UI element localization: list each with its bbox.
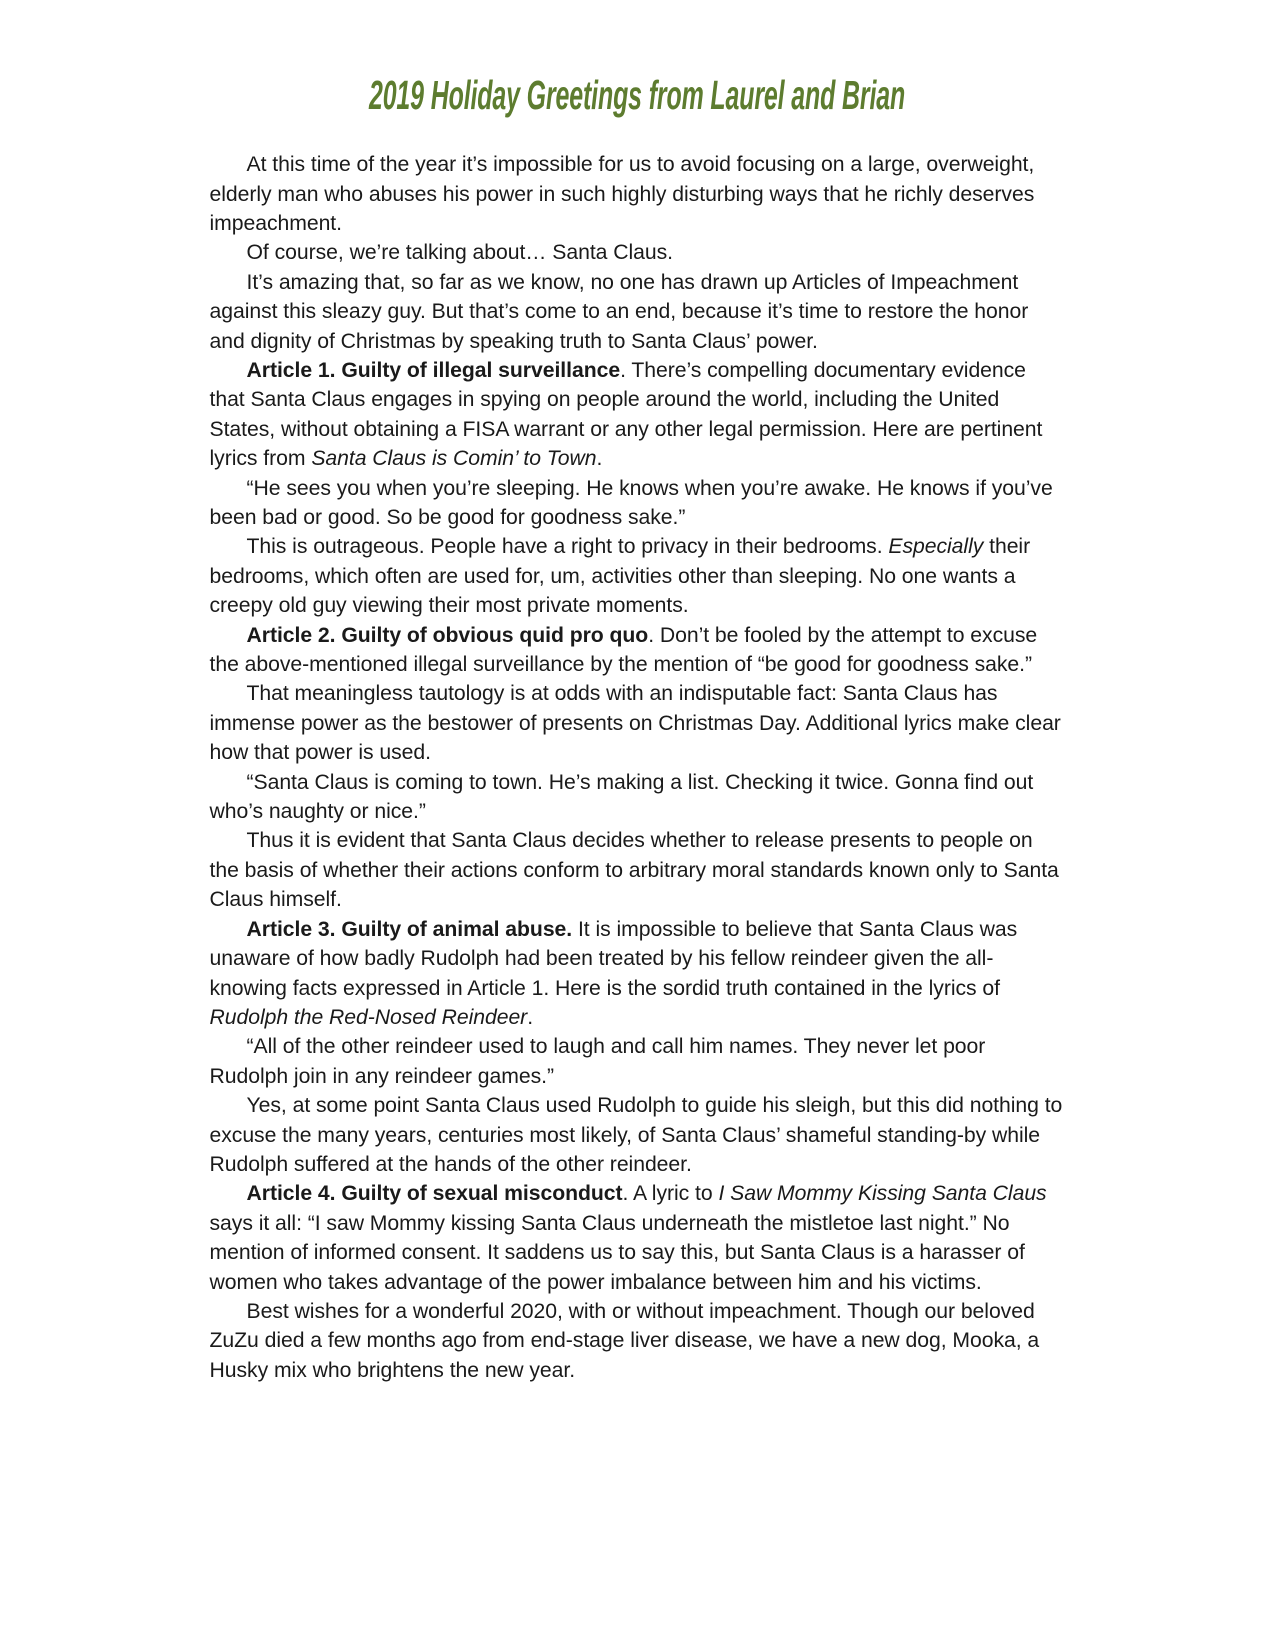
- paragraph-p4-article-1: [210, 356, 1066, 474]
- body-text: “He sees you when you’re sleeping. He knows when you’re awake. He knows if you’ve been bad or good. So be good for goodness sake.”: [209, 476, 1053, 530]
- body-text: This is outrageous. People have a right to privacy in their bedrooms.: [246, 535, 889, 559]
- article-heading: Article 1. Guilty of illegal surveillance: [246, 358, 621, 382]
- paragraph-p3-amazing: [210, 268, 1066, 356]
- emphasis-text: I Saw Mommy Kissing Santa Claus: [718, 1182, 1047, 1206]
- paragraph-p6-outrageous: [210, 532, 1066, 620]
- paragraph-p13-sleigh: [210, 1091, 1066, 1179]
- paragraph-p8-tautology: [210, 679, 1066, 767]
- article-heading: Article 2. Guilty of obvious quid pro quo: [246, 623, 649, 647]
- paragraph-p9-lyric-coming-to-town: [210, 768, 1066, 827]
- body-text: “Santa Claus is coming to town. He’s making a list. Checking it twice. Gonna find out who’s naughty or nice.”: [209, 770, 1034, 824]
- body-text: Of course, we’re talking about… Santa Claus.: [246, 241, 673, 265]
- emphasis-text: Especially: [888, 535, 984, 559]
- body-text: .: [596, 447, 603, 471]
- body-text: .: [527, 1005, 534, 1029]
- body-text: That meaningless tautology is at odds with an indisputable fact: Santa Claus has immense power as the bestower of presents on Christmas Day. Additional lyrics make clear how that power is used.: [209, 682, 1061, 765]
- emphasis-text: Santa Claus is Comin’ to Town: [311, 447, 597, 471]
- body-text: Best wishes for a wonderful 2020, with or without impeachment. Though our beloved ZuZu died a few months ago from end-stage liver disease, we have a new dog, Mooka, a Husky mix who brightens the new year.: [209, 1299, 1040, 1382]
- paragraph-p12-lyric-rudolph: [210, 1032, 1066, 1091]
- body-text: . A lyric to: [622, 1182, 719, 1206]
- paragraph-p7-article-2: [210, 621, 1066, 680]
- body-text: their bedrooms, which often are used for, um, activities other than sleeping. No one wants a creepy old guy viewing their most private moments.: [209, 535, 1031, 618]
- article-heading: Article 4. Guilty of sexual misconduct: [246, 1182, 623, 1206]
- body-text: “All of the other reindeer used to laugh and call him names. They never let poor Rudolph join in any reindeer games.”: [209, 1035, 986, 1088]
- body-text: It’s amazing that, so far as we know, no one has drawn up Articles of Impeachment against this sleazy guy. But that’s come to an end, because it’s time to restore the honor and dignity of Christmas by speaking truth to Santa Claus’ power.: [209, 270, 1029, 353]
- paragraph-p15-best-wishes: [210, 1297, 1066, 1385]
- paragraph-p11-article-3: [210, 915, 1066, 1033]
- page-title: 2019 Holiday Greetings from Laurel and Brian: [369, 72, 906, 118]
- article-heading: Article 3. Guilty of animal abuse.: [246, 917, 573, 941]
- paragraph-p5-lyric-sees-you: [210, 474, 1066, 533]
- body-text: It is impossible to believe that Santa Claus was unaware of how badly Rudolph had been treated by his fellow reindeer given the all-knowing facts expressed in Article 1. Here is the sordid truth contained in the lyrics of: [209, 917, 1018, 1000]
- paragraph-p14-article-4: [210, 1179, 1066, 1297]
- body-text: At this time of the year it’s impossible for us to avoid focusing on a large, overweight, elderly man who abuses his power in such highly disturbing ways that he richly deserves impeachment.: [209, 153, 1035, 235]
- letter-body: [210, 119, 1066, 1385]
- body-text: . Don’t be fooled by the attempt to excuse the above-mentioned illegal surveillance by the mention of “be good for goodness sake.”: [209, 623, 1038, 677]
- body-text: says it all: “I saw Mommy kissing Santa Claus underneath the mistletoe last night.” No mention of informed consent. It saddens us to say this, but Santa Claus is a harasser of women who takes advantage of the power imbalance between him and his victims.: [209, 1211, 1025, 1294]
- body-text: . There’s compelling documentary evidence that Santa Claus engages in spying on people around the world, including the United States, without obtaining a FISA warrant or any other legal permission. Here are pertinent lyrics from: [209, 358, 1043, 471]
- paragraph-p10-evident: [210, 826, 1066, 914]
- paragraph-p1-intro-santa: [210, 150, 1066, 238]
- paragraph-p2-of-course: [210, 238, 1066, 267]
- body-text: Yes, at some point Santa Claus used Rudolph to guide his sleigh, but this did nothing to excuse the many years, centuries most likely, of Santa Claus’ shameful standing-by while Rudolph suffered at the hands of the other reindeer.: [209, 1094, 1063, 1176]
- body-text: Thus it is evident that Santa Claus decides whether to release presents to people on the basis of whether their actions conform to arbitrary moral standards known only to Santa Claus himself.: [209, 829, 1059, 912]
- emphasis-text: Rudolph the Red-Nosed Reindeer: [209, 1005, 528, 1029]
